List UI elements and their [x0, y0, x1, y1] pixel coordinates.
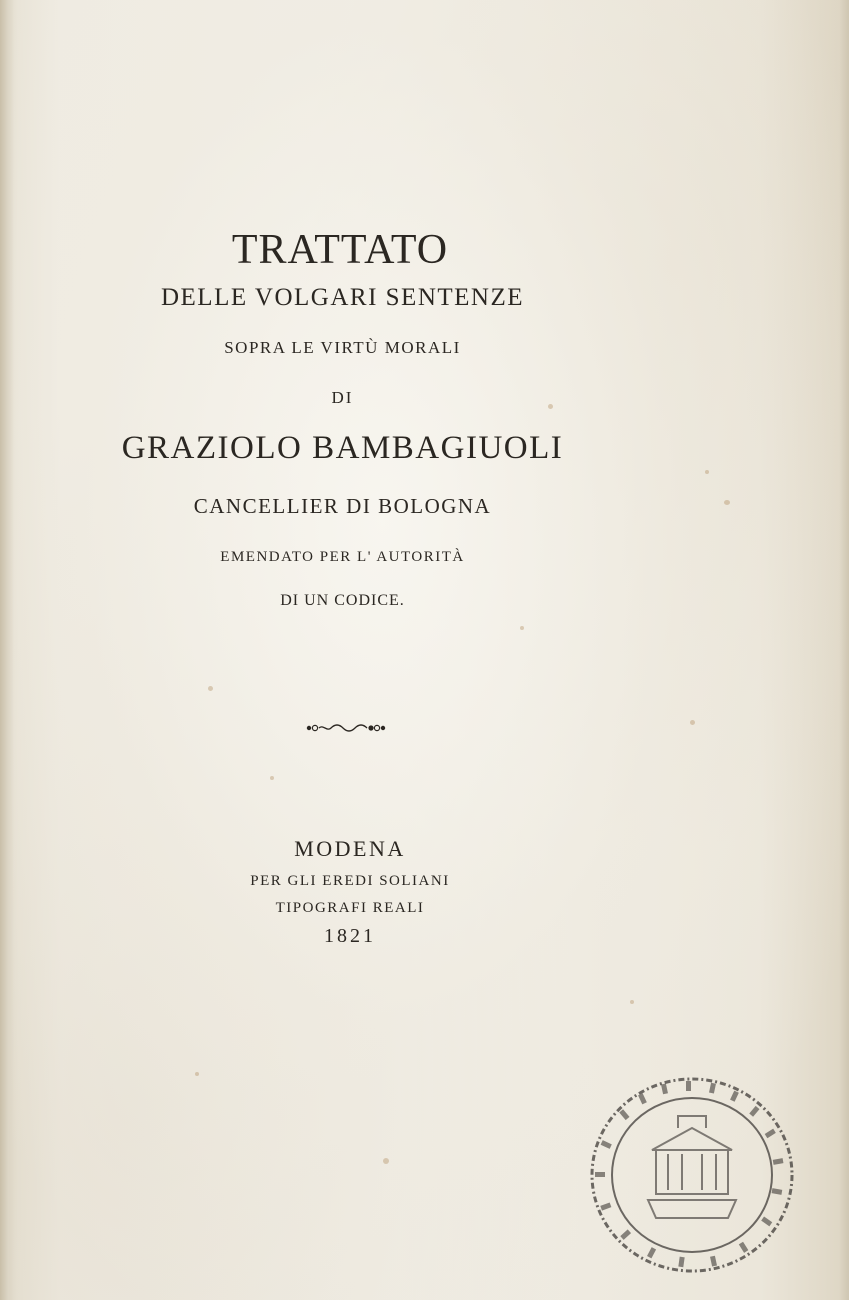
- page-edge: [839, 0, 849, 1300]
- foxing-spot: [724, 500, 730, 505]
- foxing-spot: [195, 1072, 199, 1076]
- imprint-city: MODENA: [294, 836, 406, 861]
- library-stamp-icon: [582, 1070, 802, 1280]
- imprint-year: 1821: [324, 925, 376, 947]
- foxing-spot: [630, 1000, 634, 1004]
- imprint-printer-line-1: PER GLI EREDI SOLIANI: [250, 873, 450, 889]
- subtitle-line-2: SOPRA LE VIRTÙ MORALI: [224, 338, 461, 357]
- subtitle-line-1: DELLE VOLGARI SENTENZE: [160, 284, 525, 311]
- foxing-spot: [705, 470, 709, 474]
- imprint-printer-line-2: TIPOGRAFI REALI: [275, 900, 425, 916]
- author-preposition: DI: [331, 388, 354, 407]
- emendation-line-1: EMENDATO PER L' AUTORITÀ: [220, 549, 465, 565]
- foxing-spot: [270, 776, 274, 780]
- book-title: TRATTATO: [231, 227, 449, 273]
- decorative-rule-icon: [305, 718, 387, 738]
- foxing-spot: [520, 626, 524, 630]
- emendation-line-2: DI UN CODICE.: [280, 592, 405, 609]
- foxing-spot: [690, 720, 695, 725]
- author-name: GRAZIOLO BAMBAGIUOLI: [121, 430, 564, 466]
- binding-edge: [0, 0, 14, 1300]
- foxing-spot: [208, 686, 213, 691]
- author-role: CANCELLIER DI BOLOGNA: [193, 494, 492, 518]
- foxing-spot: [383, 1158, 389, 1164]
